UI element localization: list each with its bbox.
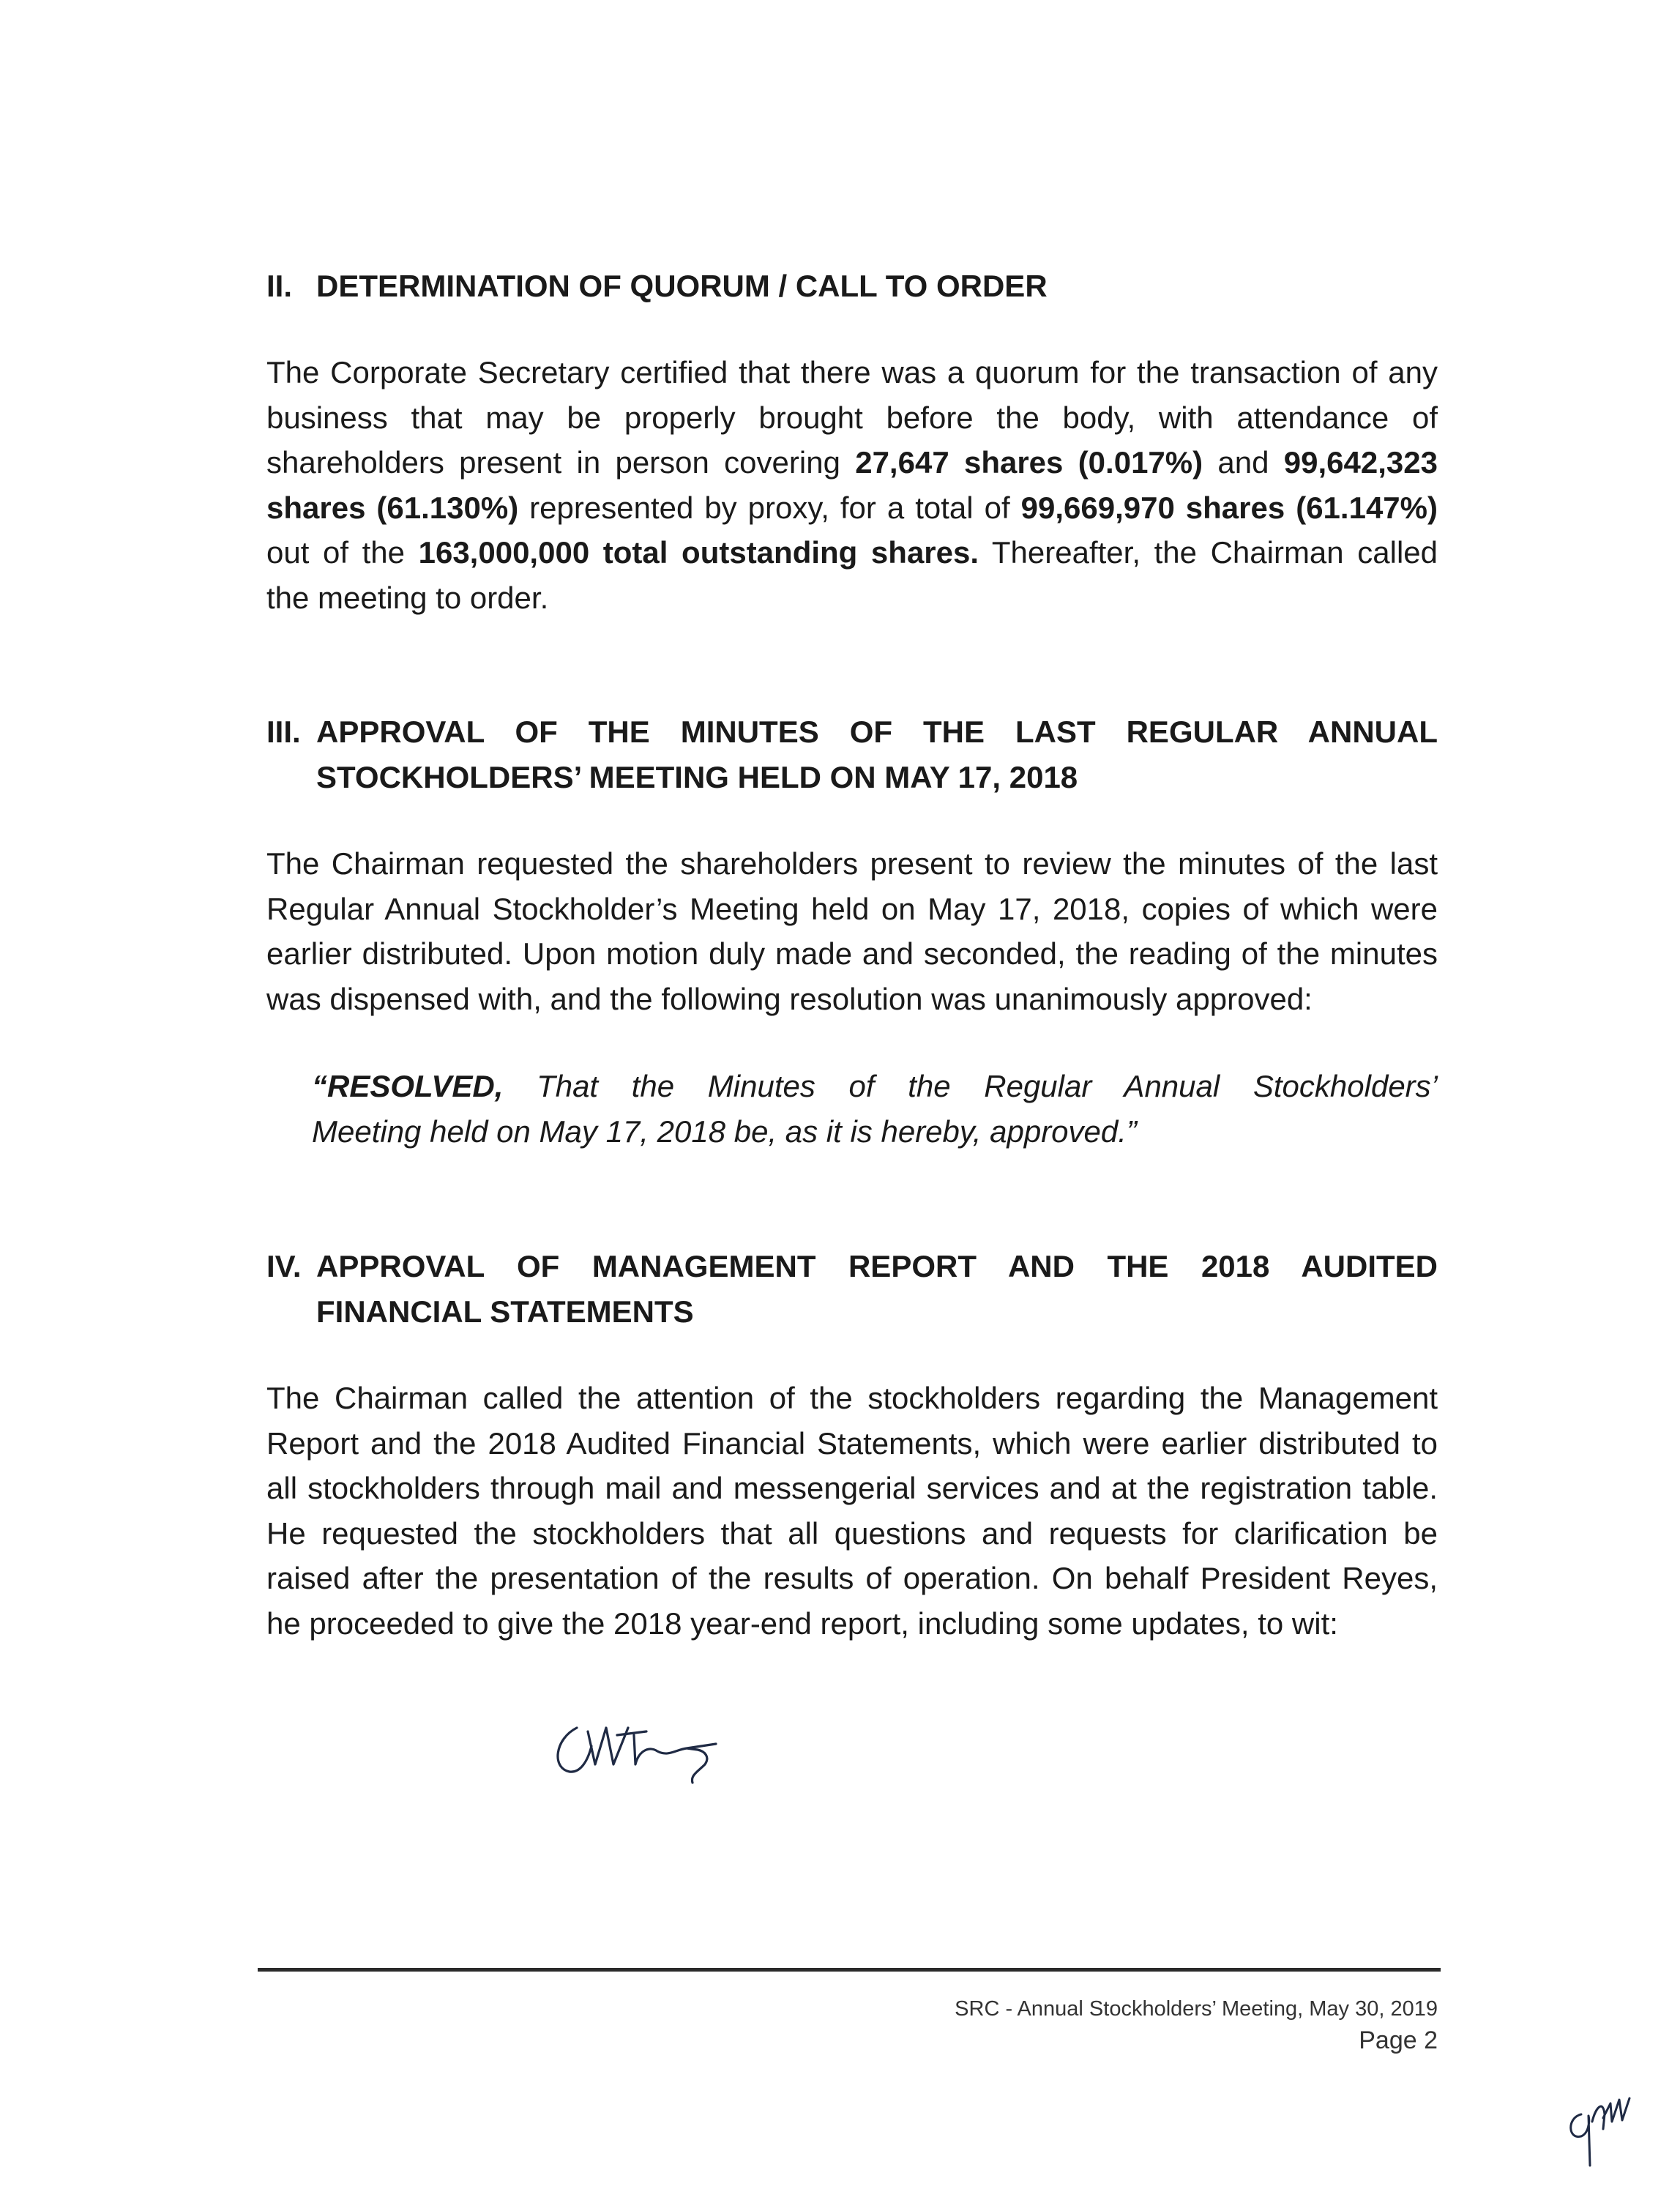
section-3-title-line-2: STOCKHOLDERS’ MEETING HELD ON MAY 17, 2018 xyxy=(316,760,1078,794)
resolution-line-2: Meeting held on May 17, 2018 be, as it is hereby, approved.” xyxy=(312,1114,1137,1149)
text-run: represented by proxy, for a total of xyxy=(518,490,1021,525)
section-2-heading xyxy=(266,264,1438,309)
text-run: Thereafter, the Chairman called the meeting to order. xyxy=(266,535,1438,615)
section-4-paragraph: The Chairman called the attention of the stockholders regarding the Management Report and the 2018 Audited Financial Statements, which were earlier distributed to all stockholders through mail and messengerial services and at the registration table. He requested the stockholders that all questions and requests for clarification be raised after the presentation of the results of operation. On behalf President Reyes, he proceeded to give the 2018 year-end report, including some updates, to wit: xyxy=(266,1381,1438,1641)
section-4-heading xyxy=(266,1244,1438,1335)
bold-run-shares-in-person: 27,647 shares (0.017%) xyxy=(855,445,1203,480)
section-3-number: III. xyxy=(266,715,301,749)
section-2-title: DETERMINATION OF QUORUM / CALL TO ORDER xyxy=(316,269,1048,303)
footer-document-title: SRC - Annual Stockholders’ Meeting, May 30, 2019 xyxy=(955,1997,1438,2021)
resolution-lead: “RESOLVED, xyxy=(312,1069,504,1103)
section-3-title-line-1: APPROVAL OF THE MINUTES OF THE LAST REGULAR ANNUAL xyxy=(316,715,1438,749)
footer-page-number: Page 2 xyxy=(1359,2026,1438,2054)
text-run: The Corporate Secretary certified that there was a quorum for the transaction of any business that may be properly brought before the body, with attendance of shareholders present in person covering xyxy=(266,355,1438,480)
resolution-line-1 xyxy=(312,1064,1438,1109)
section-4-title-line-1: APPROVAL OF MANAGEMENT REPORT AND THE 2018 AUDITED xyxy=(316,1249,1438,1283)
section-4-number: IV. xyxy=(266,1249,302,1283)
text-run: and xyxy=(1203,445,1284,480)
page-content xyxy=(266,264,1438,1646)
section-3-heading xyxy=(266,709,1438,800)
section-3-title xyxy=(316,709,1438,800)
bold-run-outstanding-shares: 163,000,000 total outstanding shares. xyxy=(418,535,979,570)
text-run: out of the xyxy=(266,535,419,570)
resolution-text: That the Minutes of the Regular Annual Stockholders’ xyxy=(503,1069,1438,1103)
section-4-title-line-2: FINANCIAL STATEMENTS xyxy=(316,1294,694,1329)
resolution-quote xyxy=(312,1064,1438,1155)
handwritten-signature xyxy=(548,1706,731,1786)
bold-run-shares-total: 99,669,970 shares (61.147%) xyxy=(1020,490,1438,525)
bold-run-shares-proxy: 99,642,323 shares (61.130%) xyxy=(266,445,1438,525)
section-2-paragraph xyxy=(266,350,1438,620)
section-3-paragraph: The Chairman requested the shareholders present to review the minutes of the last Regular Annual Stockholder’s Meeting held on May 17, 2018, copies of which were earlier distributed. Upon motion duly made and seconded, the reading of the minutes was dispensed with, and the following resolution was unanimously approved: xyxy=(266,846,1438,1016)
section-4-title xyxy=(316,1244,1438,1335)
section-2-number: II. xyxy=(266,269,293,303)
footer-divider xyxy=(258,1968,1441,1972)
handwritten-initials xyxy=(1559,2085,1632,2173)
